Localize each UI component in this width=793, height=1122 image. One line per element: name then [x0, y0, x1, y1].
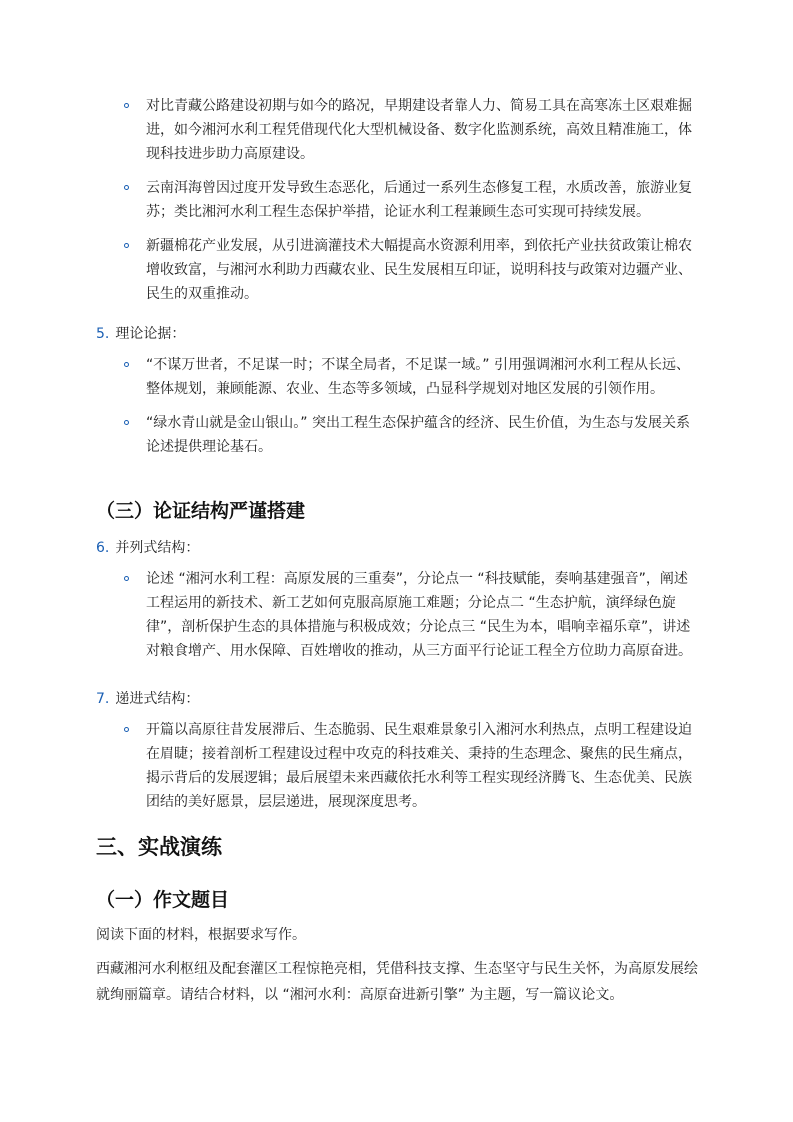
prompt-instruction: 阅读下面的材料，根据要求写作。	[96, 927, 306, 943]
circle-bullet-icon	[124, 243, 129, 248]
circle-bullet-icon	[124, 185, 129, 190]
circle-bullet-icon	[124, 727, 129, 732]
list-item	[0, 718, 793, 814]
section-heading-structure: （三）论证结构严谨搭建	[96, 500, 306, 522]
numbered-item-7	[0, 688, 793, 710]
theory-evidence-list	[0, 353, 793, 459]
list-item-text: “绿水青山就是金山银山。” 突出工程生态保护蕴含的经济、民生价值，为生态与发展关系论述提供理论基石。	[146, 415, 690, 455]
item-label: 理论论据：	[115, 326, 186, 342]
item-number: 6.	[96, 540, 110, 556]
numbered-item-5	[0, 323, 793, 345]
list-item	[0, 567, 793, 663]
evidence-group	[0, 94, 793, 316]
circle-bullet-icon	[124, 103, 129, 108]
theory-evidence-block	[0, 323, 793, 469]
section-heading-essay-topic: （一）作文题目	[96, 889, 230, 911]
essay-prompt	[0, 922, 793, 1016]
list-item-text: 新疆棉花产业发展，从引进滴灌技术大幅提高水资源利用率，到依托产业扶贫政策让棉农增收致富，与湘河水利助力西藏农业、民生发展相互印证，说明科技与政策对边疆产业、民生的双重推动。	[146, 238, 692, 302]
list-item	[0, 353, 793, 401]
list-item-text: “不谋万世者，不足谋一时；不谋全局者，不足谋一域。” 引用强调湘河水利工程从长远、整体规划，兼顾能源、农业、生态等多领域，凸显科学规划对地区发展的引领作用。	[146, 357, 690, 397]
part-heading-practice: 三、实战演练	[96, 834, 222, 859]
item-number: 7.	[96, 691, 110, 707]
progressive-structure-block	[0, 688, 793, 824]
list-item	[0, 176, 793, 224]
progressive-structure-list	[0, 718, 793, 814]
prompt-material: 西藏湘河水利枢纽及配套灌区工程惊艳亮相，凭借科技支撑、生态坚守与民生关怀，为高原发展绘就绚丽篇章。请结合材料，以 “湘河水利：高原奋进新引擎” 为主题，写一篇议论文。	[96, 961, 698, 1003]
list-item-text: 开篇以高原往昔发展滞后、生态脆弱、民生艰难景象引入湘河水利热点，点明工程建设迫在眉睫；接着剖析工程建设过程中攻克的科技难关、秉持的生态理念、聚焦的民生痛点，揭示背后的发展逻辑；最后展望未来西藏依托水利等工程实现经济腾飞、生态优美、民族团结的美好愿景，层层递进，展现深度思考。	[146, 722, 692, 810]
list-item-text: 对比青藏公路建设初期与如今的路况，早期建设者靠人力、简易工具在高寒冻土区艰难掘进，如今湘河水利工程凭借现代化大型机械设备、数字化监测系统，高效且精准施工，体现科技进步助力高原建设。	[146, 98, 692, 162]
list-item	[0, 411, 793, 459]
fact-evidence-list	[0, 94, 793, 306]
item-label: 递进式结构：	[115, 691, 200, 707]
item-label: 并列式结构：	[115, 540, 200, 556]
circle-bullet-icon	[124, 362, 129, 367]
numbered-item-6	[0, 537, 793, 559]
parallel-structure-block	[0, 537, 793, 673]
list-item	[0, 234, 793, 306]
parallel-structure-list	[0, 567, 793, 663]
item-number: 5.	[96, 326, 110, 342]
list-item-text: 论述 “湘河水利工程：高原发展的三重奏”，分论点一 “科技赋能，奏响基建强音”，阐述工程运用的新技术、新工艺如何克服高原施工难题；分论点二 “生态护航，演绎绿色旋律”，剖析保护生态的具体措施与积极成效；分论点三 “民生为本，唱响幸福乐章”，讲述对粮食增产、用水保障、百姓增收的推动，从三方面平行论证工程全方位助力高原奋进。	[146, 571, 692, 659]
list-item-text: 云南洱海曾因过度开发导致生态恶化，后通过一系列生态修复工程，水质改善，旅游业复苏；类比湘河水利工程生态保护举措，论证水利工程兼顾生态可实现可持续发展。	[146, 180, 692, 220]
list-item	[0, 94, 793, 166]
circle-bullet-icon	[124, 420, 129, 425]
circle-bullet-icon	[124, 576, 129, 581]
